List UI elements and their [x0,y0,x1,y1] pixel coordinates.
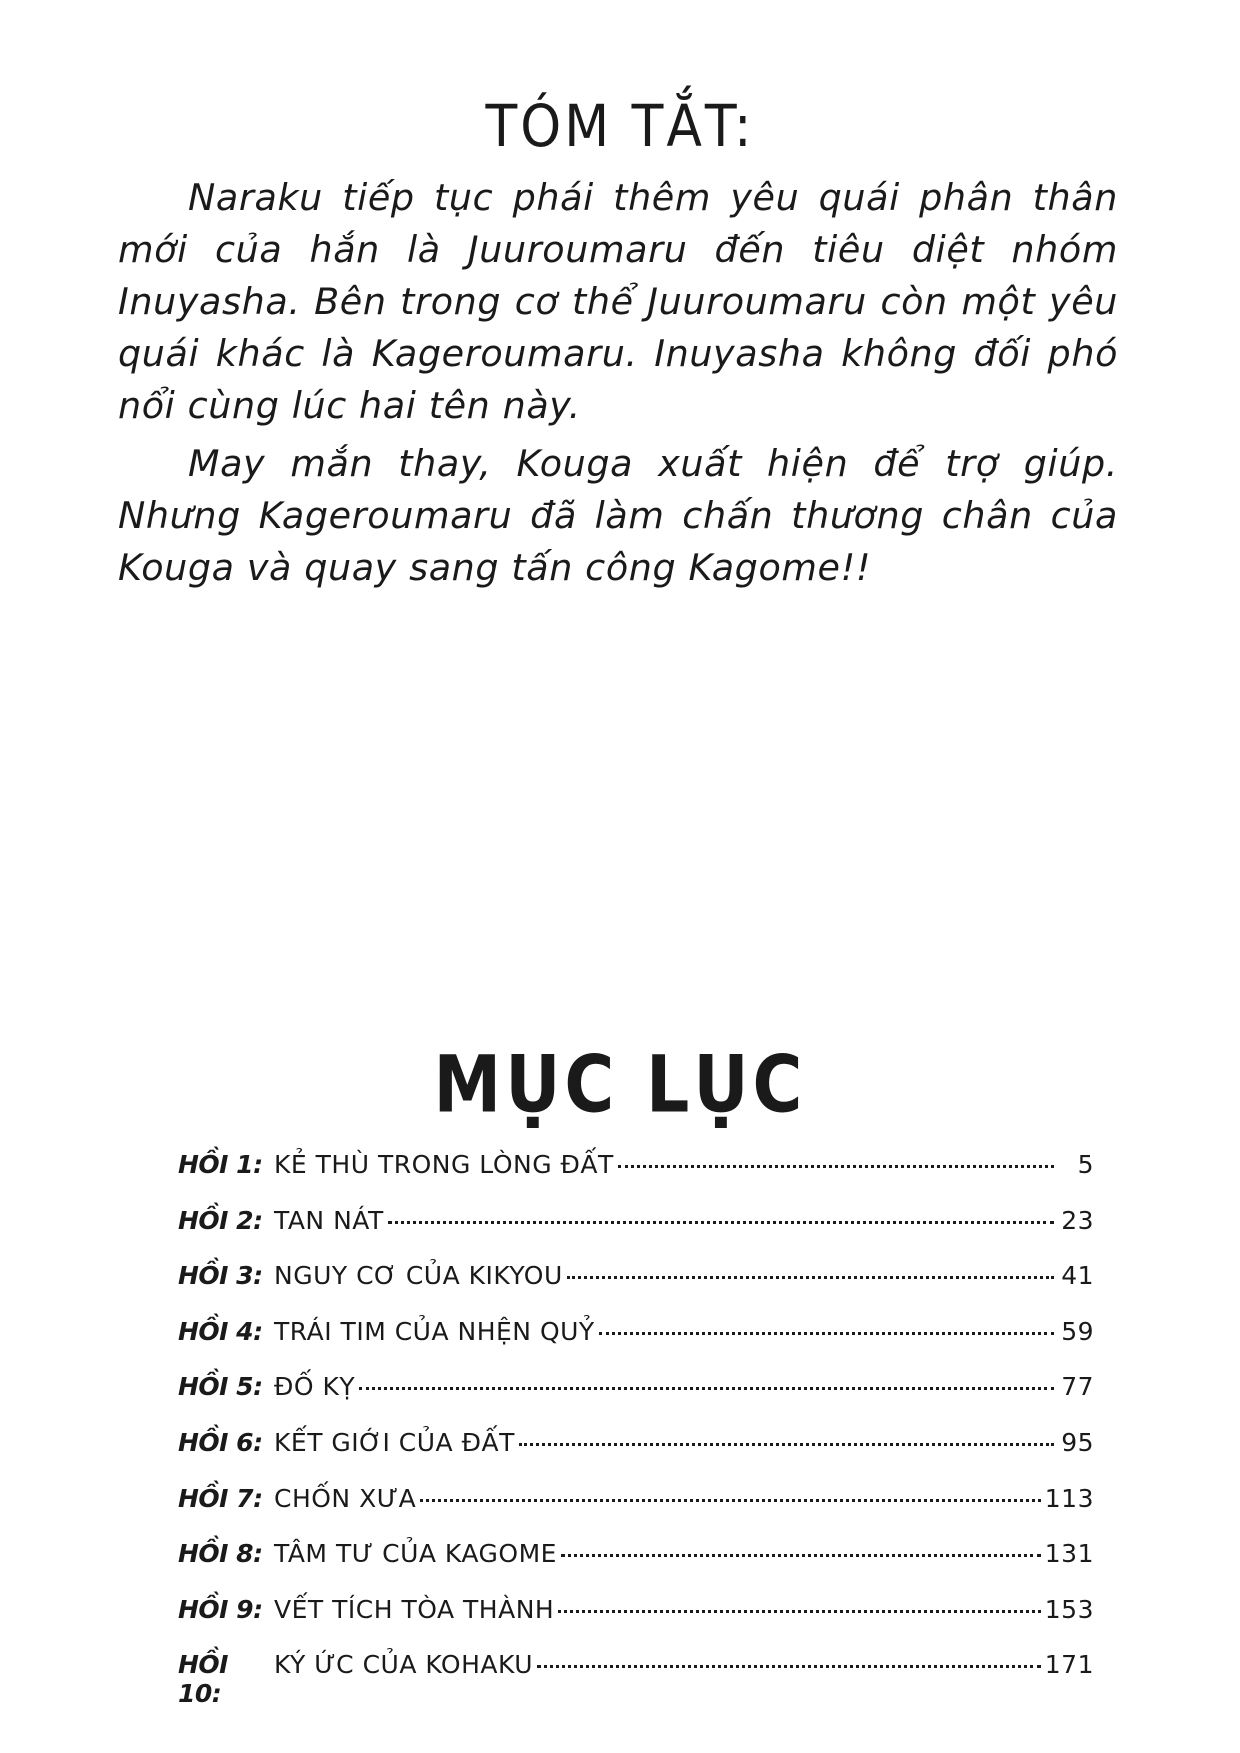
chapter-title: KẺ THÙ TRONG LÒNG ĐẤT [274,1150,614,1179]
dot-leader [618,1165,1054,1168]
toc-entry [178,1428,1094,1484]
summary-title: TÓM TẮT: [485,93,755,161]
chapter-title: NGUY CƠ CỦA KIKYOU [274,1261,563,1291]
chapter-title: TAN NÁT [274,1205,384,1235]
page-number: 59 [1061,1316,1094,1346]
chapter-label: HỒI 9: [178,1594,263,1624]
dot-leader [388,1221,1054,1224]
dot-leader [519,1443,1054,1446]
toc-entry [178,1372,1094,1428]
chapter-label: HỒI 6: [178,1427,263,1457]
chapter-label: HỒI 5: [178,1372,263,1402]
chapter-label: HỒI 7: [178,1483,263,1513]
chapter-label: HỒI 4: [178,1316,263,1346]
table-of-contents [178,1150,1094,1709]
chapter-title: KÝ ỨC CỦA KOHAKU [274,1650,534,1680]
page-number: 131 [1044,1539,1094,1569]
chapter-title: ĐỐ KỴ [274,1372,356,1402]
chapter-label: HỒI 2: [178,1205,263,1235]
chapter-title: CHỐN XƯA [274,1483,417,1513]
page-number: 77 [1061,1372,1094,1402]
page-number: 95 [1061,1427,1094,1457]
toc-entry [178,1484,1094,1540]
page-number: 5 [1077,1150,1094,1179]
chapter-title: VẾT TÍCH TÒA THÀNH [274,1594,555,1624]
page-number: 153 [1044,1594,1094,1624]
toc-entry [178,1539,1094,1595]
dot-leader [420,1499,1041,1502]
chapter-title: TRÁI TIM CỦA NHỆN QUỶ [274,1316,595,1346]
page-number: 113 [1044,1483,1094,1513]
chapter-label: HỒI 1: [178,1150,263,1179]
toc-entry [178,1595,1094,1651]
chapter-title: KẾT GIỚI CỦA ĐẤT [274,1427,515,1457]
dot-leader [359,1387,1054,1390]
page-number: 41 [1061,1261,1094,1291]
dot-leader [558,1610,1041,1613]
chapter-label: HỒI 3: [178,1261,263,1291]
summary-paragraph: Naraku tiếp tục phái thêm yêu quái phân thân mới của hắn là Juuroumaru đến tiêu diệt nhóm Inuyasha. Bên trong cơ thể Juuroumaru còn một yêu quái khác là Kageroumaru. Inuyasha không đối phó nổi cùng lúc hai tên này. [118,176,1118,427]
chapter-label: HỒI 8: [178,1539,263,1569]
summary-paragraph: May mắn thay, Kouga xuất hiện để trợ giúp. Nhưng Kageroumaru đã làm chấn thương chân của Kouga và quay sang tấn công Kagome!! [118,442,1118,589]
toc-title: MỤC LỤC [433,1040,807,1132]
page-number: 23 [1061,1205,1094,1235]
toc-entry [178,1261,1094,1317]
dot-leader [567,1276,1054,1279]
dot-leader [599,1332,1054,1335]
page-number: 171 [1044,1650,1094,1680]
dot-leader [561,1554,1041,1557]
chapter-label: HỒI 10: [178,1650,228,1709]
dot-leader [537,1665,1041,1668]
summary-body [118,172,1118,600]
chapter-title: TÂM TƯ CỦA KAGOME [274,1539,557,1569]
toc-entry [178,1150,1094,1206]
toc-entry [178,1650,1094,1709]
toc-entry [178,1317,1094,1373]
toc-entry [178,1206,1094,1262]
